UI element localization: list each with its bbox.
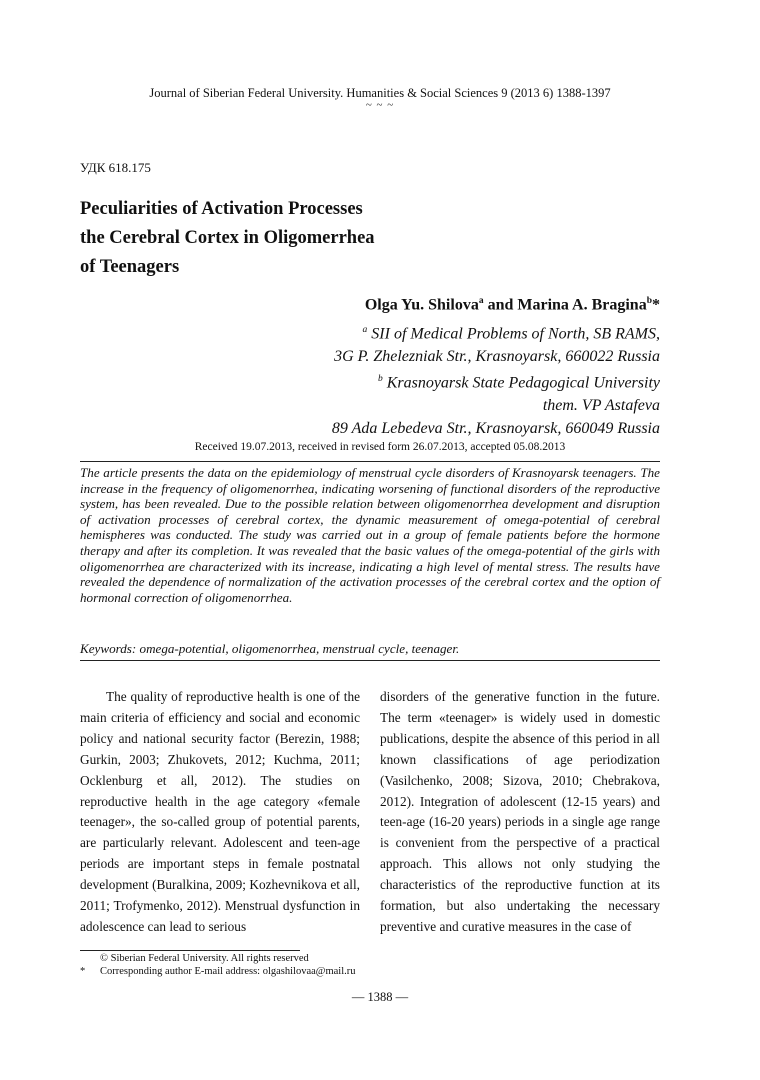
author-2: Marina A. Bragina [517, 296, 647, 314]
affiliations [332, 319, 660, 440]
body-paragraph-2: disorders of the generative function in the future. The term «teenager» is widely used in domestic publications, despite the absence of this period in all known classifications of age periodization (Vasilchenko, 2008; Sizova, 2010; Chebrakova, 2012). Integration of adolescent (12-15 years) and teen-age (16-20 years) periods in a single age range is convenient from the perspective of a practical approach. This allows not only studying the characteristics of the reproductive function at its formation, but also undertaking the necessary preventive and curative measures in the case of [380, 689, 660, 934]
affiliation-b-text-1: Krasnoyarsk State Pedagogical University [386, 374, 660, 392]
author-connector: and [483, 296, 518, 314]
affiliation-b-mark: b [377, 374, 383, 385]
body-paragraph-1: The quality of reproductive health is one of the main criteria of efficiency and social and economic policy and national security factor (Berezin, 1988; Gurkin, 2003; Zhukovets, 2012; Kuchma, 2011; Ocklenburg et all, 2012). The studies on reproductive health in the age category «female teenager», the so-called group of potential parents, are particularly relevant. Adolescent and teen-age periods are important steps in female postnatal development (Buralkina, 2009; Kozhevnikova et all, 2011; Trofymenko, 2012). Menstrual dysfunction in adolescence can lead to serious [80, 689, 360, 934]
affiliation-a-line-1 [332, 319, 660, 346]
udk-code: УДК 618.175 [80, 160, 151, 175]
article-title [80, 195, 500, 282]
keywords: Keywords: omega-potential, oligomenorrhea, menstrual cycle, teenager. [80, 641, 460, 656]
title-line-2: the Cerebral Cortex in Oligomerrhea [80, 228, 375, 248]
title-line-1: Peculiarities of Activation Processes [80, 199, 363, 219]
author-line [365, 296, 660, 314]
author-2-affil-mark: b [646, 296, 652, 306]
affiliation-a-line-2: 3G P. Zhelezniak Str., Krasnoyarsk, 660022 Russia [334, 347, 660, 365]
affiliation-b-line-2: them. VP Astafeva [542, 397, 660, 415]
footnote-rule [80, 950, 300, 951]
abstract: The article presents the data on the epidemiology of menstrual cycle disorders of Krasnoyarsk teenagers. The increase in the frequency of oligomenorrhea, indicating worsening of functional disorders of the reproductive system, has been revealed. Due to the possible relation between oligomenorrhea development and disruption of activation processes of cerebral cortex, the dynamic measurement of omega-potential of cerebral hemispheres was conducted. The study was carried out in a group of female patients before the hormone therapy and after its completion. It was revealed that the basic values of the omega-potential of the girls with oligomenorrhea are characterized with its increase, indicating a high level of mental stress. The results have revealed the dependence of normalization of the activation processes of the cerebral cortex and the option of hormonal correction of oligomenorrhea. [80, 465, 660, 605]
journal-header: Journal of Siberian Federal University. Humanities & Social Sciences 9 (2013 6) 1388-1397 [149, 86, 611, 100]
page-number: — 1388 — [351, 990, 409, 1004]
title-line-3: of Teenagers [80, 257, 180, 277]
abstract-bottom-rule [80, 660, 660, 661]
received-dates: Received 19.07.2013, received in revised form 26.07.2013, accepted 05.08.2013 [194, 441, 566, 453]
affiliation-b-line-1 [332, 368, 660, 395]
author-1: Olga Yu. Shilova [364, 296, 479, 314]
affiliation-b-line-3: 89 Ada Lebedeva Str., Krasnoyarsk, 660049 Russia [331, 419, 660, 437]
copyright-footnote: © Siberian Federal University. All rights reserved [100, 953, 309, 964]
body-column-right [380, 687, 660, 938]
corresponding-mark: * [652, 296, 660, 314]
body-column-left [80, 687, 360, 938]
corresponding-email: Corresponding author E-mail address: olgashilovaa@mail.ru [100, 966, 356, 977]
affiliation-a-text-1: SII of Medical Problems of North, SB RAMS, [371, 325, 660, 343]
header-ornament: ~ ~ ~ [365, 99, 395, 111]
abstract-top-rule [80, 461, 660, 462]
author-1-affil-mark: a [478, 296, 484, 306]
footnote-mark: * [80, 966, 86, 977]
corresponding-footnote [80, 966, 356, 977]
affiliation-a-mark: a [362, 325, 368, 335]
